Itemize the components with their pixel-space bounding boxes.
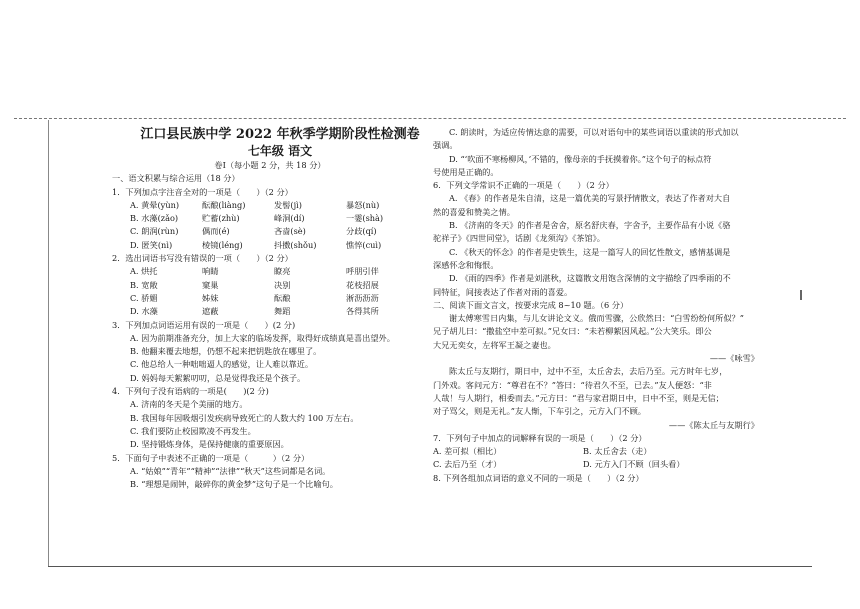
option: A. 因为前期准备充分，加上大家的临场发挥，取得好成绩真是喜出望外。 [130,332,395,343]
option: C. 朗读时，为适应传情达意的需要，可以对语句中的某些词语以重读的形式加以 [449,127,739,137]
left-border [48,120,49,566]
part-label: 卷Ⅰ（每小题 2 分，共 18 分） [214,160,326,170]
left-column [112,126,428,491]
option-continued: 同特征，间接表达了作者对雨的喜爱。 [433,286,573,297]
passage-source: ——《陈太丘与友期行》 [668,419,759,430]
option: D. 《雨的四季》作者是刘湛秋，这篇散文用饱含深情的文字描绘了四季雨的不 [449,273,731,284]
passage-line: 对子骂父，则是无礼。”友人惭，下车引之，元方入门不顾。 [433,406,646,417]
bottom-divider [48,566,812,567]
option-row: D. 水藻 遮蔽 舞蹈 各得其所 [130,306,379,317]
option: B. 我国每年因吸烟引发疾病导致死亡的人数大约 100 万左右。 [130,412,359,423]
option: A. 济南的冬天是个美丽的地方。 [130,399,248,410]
option-row: A. 差可拟（相比） B. 太丘舍去（走） [433,446,652,457]
option-row: C. 朗润(rùn) 偶而(é) 吝啬(sè) 分歧(qí) [130,226,377,237]
option-continued: 深感怀念和悔恨。 [433,259,499,270]
question-stem: 6．下列文学常识不正确的一项是（ ）（2 分） [433,180,614,191]
option-row: D. 匿笑(nì) 棱镜(léng) 抖擞(shǒu) 憔悴(cuì) [130,239,382,250]
exam-title: 江口县民族中学 2022 年秋季学期阶段性检测卷 [140,127,420,142]
question-stem: 3．下列加点词语运用有误的一项是（ ）(2 分) [112,319,296,330]
question-stem: 4．下列句子没有语病的一项是( )(2 分) [112,386,269,397]
option: B. 他翻来覆去地想，仍想不起来把钥匙放在哪里了。 [130,346,322,357]
passage-line: 人哉！与人期行，相委而去。”元方曰：“君与家君期日中，日中不至，则是无信； [433,392,724,403]
option-row: B. 水藻(zǎo) 贮蓄(zhù) 峰洞(dí) 一霎(shà) [130,213,384,224]
option: D. 坚持锻炼身体，是保持健康的重要原因。 [130,439,289,450]
option: B. “理想是闹钟，敲碎你的黄金梦”这句子是一个比喻句。 [130,479,338,490]
section-heading: 二、阅读下面文言文，按要求完成 8~10 题。（6 分） [433,299,629,310]
question-stem: 5．下面句子中表述不正确的一项是（ ）（2 分） [112,452,310,463]
option-row: B. 宽敞 窠巢 决别 花枝招展 [130,279,379,290]
question-stem: 8. 下列各组加点词语的意义不同的一项是（ ）（2 分） [433,472,644,483]
passage-line: 兄子胡儿曰：“撒盐空中差可拟。”兄女曰：“未若柳絮因风起。”公大笑乐。即公 [433,326,712,337]
option-continued: 号使用是正确的。 [433,166,499,177]
passage-line: 陈太丘与友期行，期日中，过中不至，太丘舍去，去后乃至。元方时年七岁， [449,366,728,377]
option: C. 他总给人一种咄咄逼人的感觉，让人难以靠近。 [130,359,314,370]
option: C. 我们要防止校园欺凌不再发生。 [130,425,256,436]
option-continued: 强调。 [433,140,458,151]
passage-line: 门外戏。客问元方：“尊君在不？”答曰：“待君久不至，已去。”友人便怒：“非 [433,379,712,390]
option-continued: 驼祥子》《四世同堂》，话剧《龙须沟》《茶馆》。 [433,233,605,244]
question-stem: 7．下列句子中加点的词解释有误的一项是（ ）（2 分） [433,432,647,443]
option: A. 《春》的作者是朱自清，这是一篇优美的写景抒情散文，表达了作者对大自 [449,193,731,204]
passage-line: 大兄无奕女，左将军王凝之妻也。 [433,339,556,350]
top-divider [14,118,846,119]
passage-source: ——《咏雪》 [709,353,759,364]
option: A. “姑娘”“青年”“精神”“法律”“秋天”这些词都是名词。 [130,465,331,476]
option: D. “‘吹面不寒杨柳风，’不错的，像母亲的手抚摸着你。”这个句子的标点符 [449,153,712,164]
option-row: C. 去后乃至（才） D. 元方入门不顾（回头看） [433,459,685,470]
right-column [433,126,759,485]
option-row: A. 烘托 响睛 瞭亮 呼朋引伴 [130,266,379,277]
question-stem: 2．选出词语书写没有错误的一项（ ）（2 分） [112,253,293,264]
option-row: C. 骄媚 姊妹 酝酿 淅沥沥沥 [130,292,379,303]
margin-mark [800,290,802,300]
option-row: A. 黄晕(yùn) 酝酿(liàng) 发髻(jì) 暴怒(nù) [130,199,380,210]
section-heading: 一、语文积累与综合运用（18 分） [112,173,240,184]
question-stem: 1．下列加点字注音全对的一项是（ ）（2 分） [112,186,293,197]
option: B. 《济南的冬天》的作者是舍舍，原名舒庆春，字舍予，主要作品有小说《骆 [449,220,731,231]
option: D. 妈妈每天絮絮叨叨，总是觉得我还是个孩子。 [130,372,306,383]
passage-line: 谢太傅寒雪日内集，与儿女讲论文义。俄而雪骤，公欣然曰：“白雪纷纷何所似？” [449,313,744,324]
exam-subtitle: 七年级 语文 [247,144,313,158]
option-continued: 然的喜爱和赞美之情。 [433,206,515,217]
option: C. 《秋天的怀念》的作者是史铁生，这是一篇写人的回忆性散文，感情基调是 [449,246,731,257]
